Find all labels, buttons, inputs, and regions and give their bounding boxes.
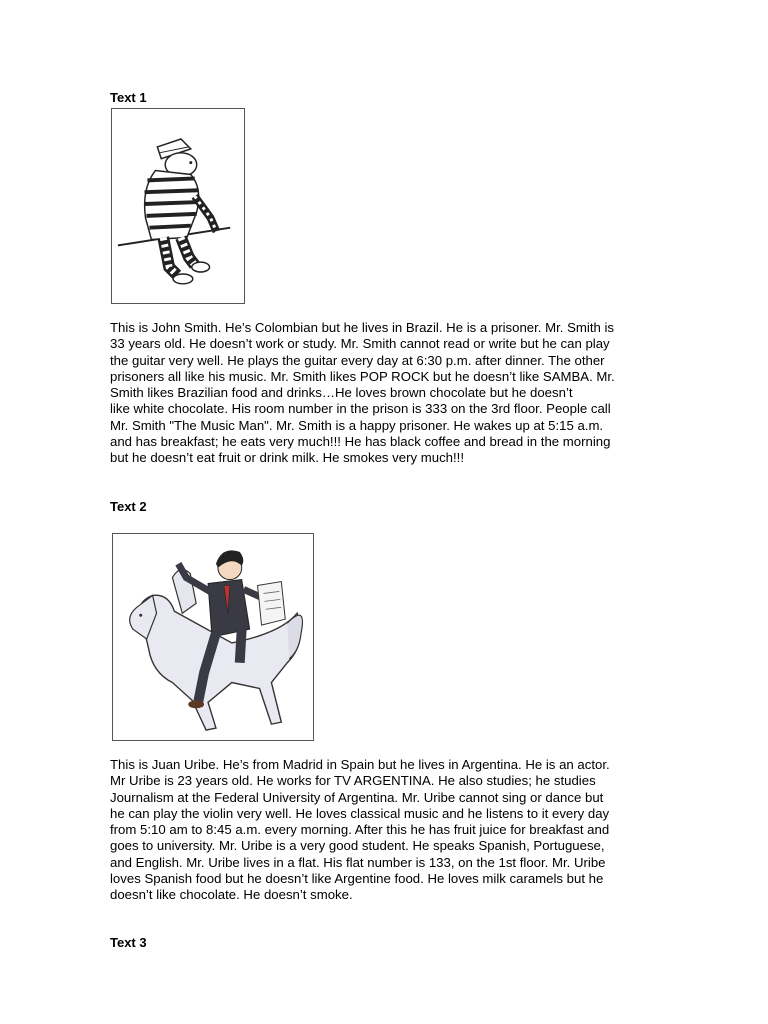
text-line: and English. Mr. Uribe lives in a flat. His flat number is 133, on the 1st floor. Mr. Uribe (110, 854, 606, 870)
text-line: This is John Smith. He’s Colombian but he lives in Brazil. He is a prisoner. Mr. Smith is (110, 320, 615, 335)
section-heading-text-3: Text 3 (110, 935, 147, 950)
text-line: he can play the violin very well. He loves classical music and he listens to it every day (110, 805, 610, 821)
text-line: goes to university. Mr. Uribe is a very good student. He speaks Spanish, Portuguese, (110, 838, 605, 854)
text-line: This is Juan Uribe. He’s from Madrid in Spain but he lives in Argentina. He is an actor. (110, 757, 610, 772)
text-line: Mr. Smith "The Music Man". Mr. Smith is a happy prisoner. He wakes up at 5:15 a.m. (110, 417, 604, 433)
text-line: 33 years old. He doesn’t work or study. Mr. Smith cannot read or write but he can play (110, 336, 610, 352)
text-line: but he doesn’t eat fruit or drink milk. He smokes very much!!! (110, 450, 465, 466)
text-line: Journalism at the Federal University of Argentina. Mr. Uribe cannot sing or dance but (110, 789, 604, 805)
horses-drawing (113, 534, 313, 740)
text-2-paragraph (110, 757, 655, 904)
section-heading-text-1: Text 1 (110, 90, 147, 105)
man-riding-horses-illustration (112, 533, 314, 741)
text-line: prisoners all like his music. Mr. Smith likes POP ROCK but he doesn’t like SAMBA. Mr. (110, 368, 615, 384)
prisoner-drawing (112, 109, 244, 303)
text-line: loves Spanish food but he doesn’t like Argentine food. He loves milk caramels but he (110, 871, 604, 887)
text-line: and has breakfast; he eats very much!!! He has black coffee and bread in the morning (110, 434, 611, 450)
text-line: Mr Uribe is 23 years old. He works for TV ARGENTINA. He also studies; he studies (110, 773, 596, 789)
text-line: Smith likes Brazilian food and drinks…He loves brown chocolate but he doesn’t (110, 385, 573, 401)
prisoner-illustration (111, 108, 245, 304)
text-1-paragraph (110, 320, 655, 467)
text-line: the guitar very well. He plays the guitar every day at 6:30 p.m. after dinner. The other (110, 352, 605, 368)
text-line: like white chocolate. His room number in the prison is 333 on the 3rd floor. People call (110, 401, 611, 417)
text-line: from 5:10 am to 8:45 a.m. every morning. After this he has fruit juice for breakfast and (110, 822, 610, 838)
text-line: doesn’t like chocolate. He doesn’t smoke. (110, 887, 353, 903)
section-heading-text-2: Text 2 (110, 499, 147, 514)
